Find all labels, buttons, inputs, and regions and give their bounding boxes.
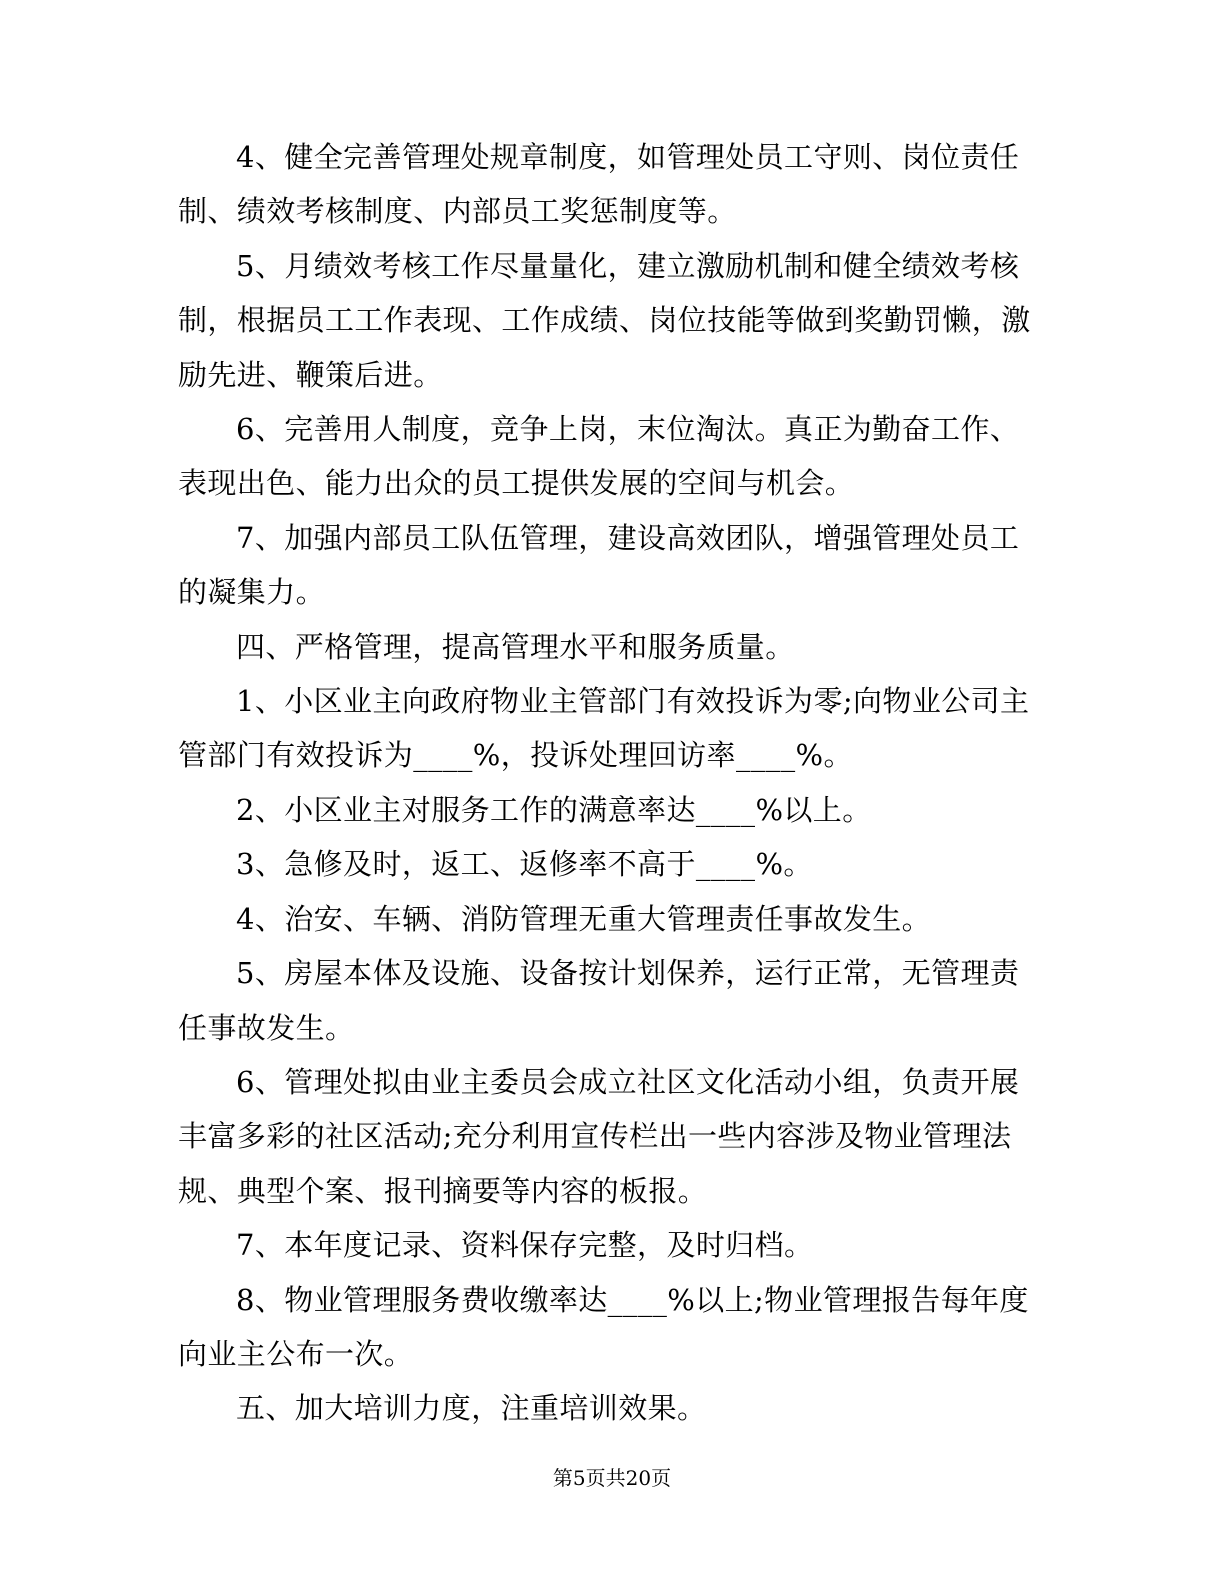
paragraph-repair-rate: 3、急修及时，返工、返修率不高于____%。 <box>236 847 813 882</box>
page-number-indicator: 第5页共20页 <box>552 1466 672 1490</box>
paragraph-rules-system: 4、健全完善管理处规章制度，如管理处员工守则、岗位责任制、绩效考核制度、内部员工奖惩制度等。 <box>178 140 1020 229</box>
paragraph-records: 7、本年度记录、资料保存完整，及时归档。 <box>236 1228 814 1263</box>
section-heading-training: 五、加大培训力度，注重培训效果。 <box>236 1391 707 1426</box>
paragraph-maintenance: 5、房屋本体及设施、设备按计划保养，运行正常，无管理责任事故发生。 <box>178 956 1020 1045</box>
paragraph-performance-review: 5、月绩效考核工作尽量量化，建立激励机制和健全绩效考核制，根据员工工作表现、工作成绩、岗位技能等做到奖勤罚懒，激励先进、鞭策后进。 <box>178 248 1031 392</box>
paragraph-safety: 4、治安、车辆、消防管理无重大管理责任事故发生。 <box>236 901 932 936</box>
paragraph-fee-collection: 8、物业管理服务费收缴率达____%以上;物业管理报告每年度向业主公布一次。 <box>178 1282 1029 1371</box>
paragraph-team-building: 7、加强内部员工队伍管理，建设高效团队，增强管理处员工的凝集力。 <box>178 520 1020 610</box>
document-body <box>178 130 1036 1436</box>
paragraph-community-activities: 6、管理处拟由业主委员会成立社区文化活动小组，负责开展丰富多彩的社区活动;充分利用宣传栏出一些内容涉及物业管理法规、典型个案、报刊摘要等内容的板报。 <box>178 1064 1020 1208</box>
section-heading-strict-management: 四、严格管理，提高管理水平和服务质量。 <box>236 629 795 664</box>
paragraph-complaints: 1、小区业主向政府物业主管部门有效投诉为零;向物业公司主管部门有效投诉为____%，投诉处理回访率____%。 <box>178 684 1030 773</box>
paragraph-satisfaction-rate: 2、小区业主对服务工作的满意率达____%以上。 <box>236 792 872 827</box>
paragraph-staffing-policy: 6、完善用人制度，竞争上岗，末位淘汰。真正为勤奋工作、表现出色、能力出众的员工提供发展的空间与机会。 <box>178 412 1020 501</box>
